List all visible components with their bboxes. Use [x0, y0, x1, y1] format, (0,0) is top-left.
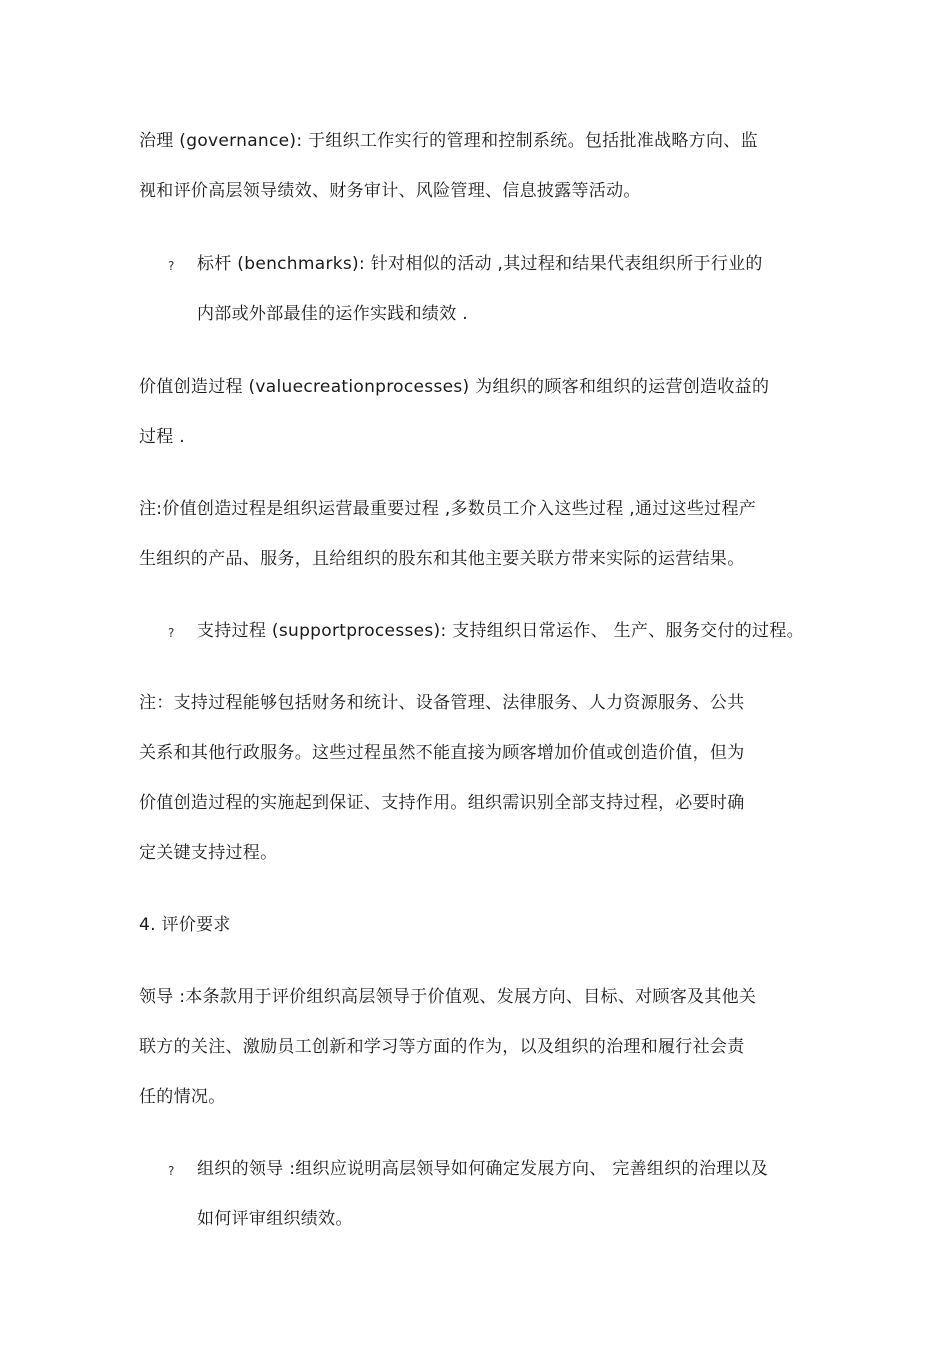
org-leadership-line-1: 组织的领导 :组织应说明高层领导如何确定发展方向、 完善组织的治理以及	[197, 1159, 769, 1179]
support-note-line-1: 注：支持过程能够包括财务和统计、设备管理、法律服务、人力资源服务、公共	[139, 693, 745, 713]
benchmarks-line-1: 标杆 (benchmarks): 针对相似的活动 ,其过程和结果代表组织所于行业的	[197, 254, 763, 274]
governance-line-1: 治理 (governance): 于组织工作实行的管理和控制系统。包括批准战略方向、监	[139, 131, 758, 151]
bullet-marker: ?	[168, 1164, 175, 1178]
support-line-1: 支持过程 (supportprocesses): 支持组织日常运作、 生产、服务交付的过程。	[197, 621, 804, 641]
value-note-line-2: 生组织的产品、服务，且给组织的股东和其他主要关联方带来实际的运营结果。	[139, 549, 745, 569]
section-heading: 4. 评价要求	[139, 915, 231, 935]
leadership-line-1: 领导 :本条款用于评价组织高层领导于价值观、发展方向、目标、对顾客及其他关	[139, 987, 757, 1007]
bullet-marker: ?	[168, 626, 175, 640]
governance-line-2: 视和评价高层领导绩效、财务审计、风险管理、信息披露等活动。	[139, 181, 641, 201]
support-note-line-3: 价值创造过程的实施起到保证、支持作用。组织需识别全部支持过程，必要时确	[139, 793, 745, 813]
benchmarks-line-2: 内部或外部最佳的运作实践和绩效 .	[197, 304, 468, 324]
value-note-line-1: 注:价值创造过程是组织运营最重要过程 ,多数员工介入这些过程 ,通过这些过程产	[139, 499, 757, 519]
leadership-line-2: 联方的关注、激励员工创新和学习等方面的作为，以及组织的治理和履行社会责	[139, 1037, 745, 1057]
org-leadership-line-2: 如何评审组织绩效。	[197, 1209, 353, 1229]
value-creation-line-2: 过程 .	[139, 427, 186, 447]
value-creation-line-1: 价值创造过程 (valuecreationprocesses) 为组织的顾客和组织的运营创造收益的	[139, 377, 770, 397]
bullet-marker: ?	[168, 259, 175, 273]
leadership-line-3: 任的情况。	[139, 1087, 226, 1107]
support-note-line-2: 关系和其他行政服务。这些过程虽然不能直接为顾客增加价值或创造价值，但为	[139, 743, 745, 763]
support-note-line-4: 定关键支持过程。	[139, 843, 278, 863]
